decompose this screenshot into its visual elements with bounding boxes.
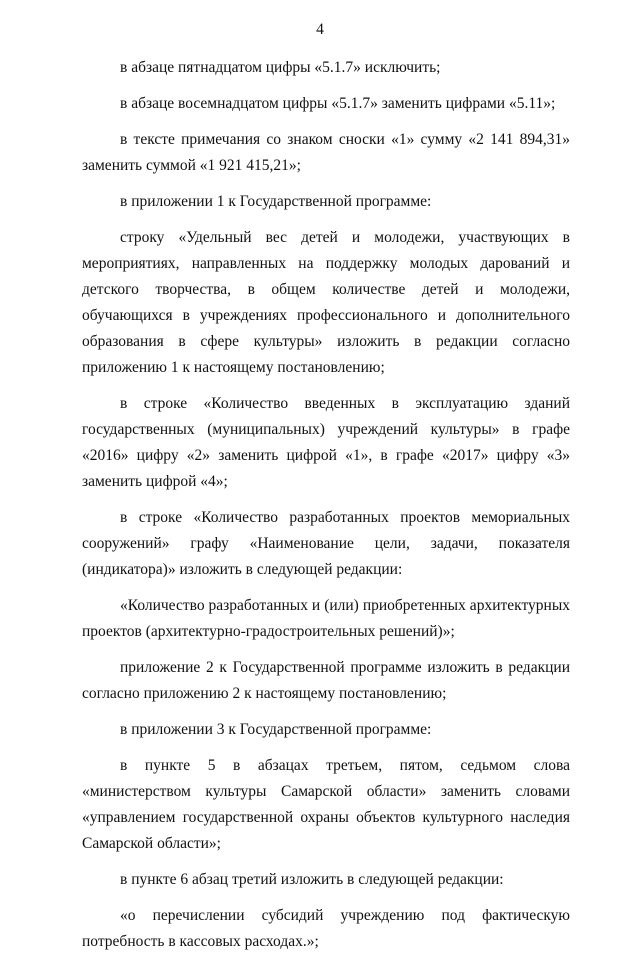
- paragraph: приложение 2 к Государственной программе изложить в редакции согласно приложению 2 к настоящему постановлению;: [82, 659, 570, 702]
- paragraph: в абзаце пятнадцатом цифры «5.1.7» исключить;: [120, 59, 441, 76]
- paragraph: в приложении 1 к Государственной программе:: [120, 193, 432, 210]
- paragraph: в приложении 3 к Государственной программе:: [120, 721, 432, 738]
- paragraph: в абзаце восемнадцатом цифры «5.1.7» заменить цифрами «5.11»;: [120, 95, 556, 112]
- page-number: 4: [316, 21, 324, 38]
- paragraph: строку «Удельный вес детей и молодежи, участвующих в мероприятиях, направленных на поддержку молодых дарований и детского творчества, в общем количестве детей и молодежи, обучающихся в учреждениях профессионального и дополнительного образования в сфере культуры» изложить в редакции согласно приложению 1 к настоящему постановлению;: [82, 229, 570, 376]
- paragraph: в пункте 6 абзац третий изложить в следующей редакции:: [120, 871, 504, 888]
- paragraph: в пункте 5 в абзацах третьем, пятом, седьмом слова «министерством культуры Самарской области» заменить словами «управлением государственной охраны объектов культурного наследия Самарской области»;: [82, 757, 570, 852]
- paragraph: в тексте примечания со знаком сноски «1» сумму «2 141 894,31» заменить суммой «1 921 415,21»;: [82, 131, 570, 174]
- paragraph: в строке «Количество разработанных проектов мемориальных сооружений» графу «Наименование цели, задачи, показателя (индикатора)» изложить в следующей редакции:: [82, 509, 570, 578]
- paragraph: «о перечислении субсидий учреждению под фактическую потребность в кассовых расходах.»;: [82, 907, 570, 950]
- paragraph: «Количество разработанных и (или) приобретенных архитектурных проектов (архитектурно-градостроительных решений)»;: [82, 597, 570, 640]
- document-body: [82, 55, 570, 965]
- paragraph: в строке «Количество введенных в эксплуатацию зданий государственных (муниципальных) учреждений культуры» в графе «2016» цифру «2» заменить цифрой «1», в графе «2017» цифру «3» заменить цифрой «4»;: [82, 395, 570, 490]
